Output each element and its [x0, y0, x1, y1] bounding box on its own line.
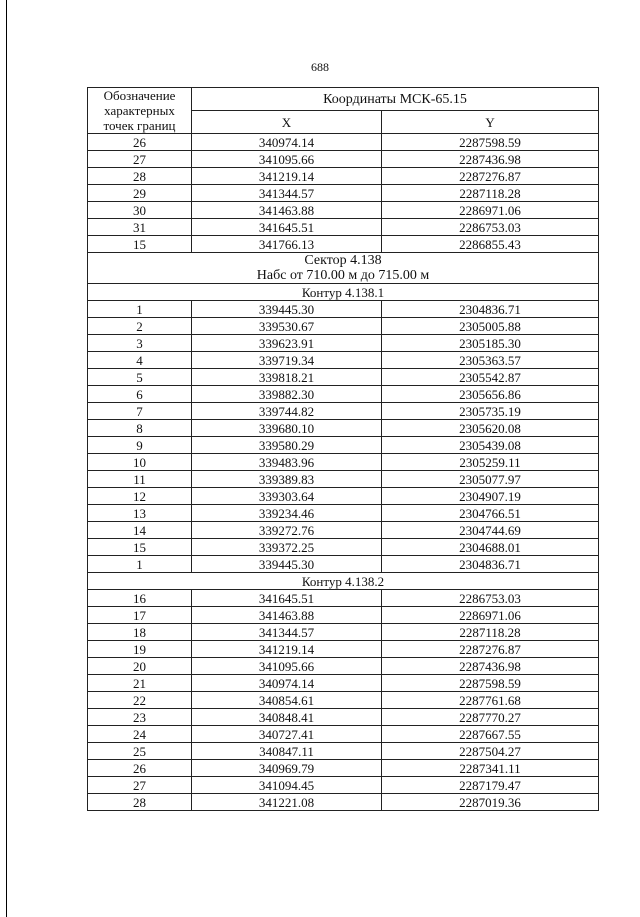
y-coordinate: 2287436.98	[382, 151, 599, 168]
y-column-header: Y	[382, 111, 599, 134]
y-coordinate: 2305077.97	[382, 471, 599, 488]
header-line: Обозначение	[103, 88, 176, 103]
point-number: 16	[88, 590, 192, 607]
point-number: 29	[88, 185, 192, 202]
point-number: 7	[88, 403, 192, 420]
y-coordinate: 2286855.43	[382, 236, 599, 253]
point-number: 14	[88, 522, 192, 539]
x-coordinate: 339744.82	[192, 403, 382, 420]
coordinates-table	[87, 87, 599, 811]
sector-header	[88, 253, 599, 284]
x-coordinate: 339818.21	[192, 369, 382, 386]
table-row	[88, 352, 599, 369]
table-row	[88, 151, 599, 168]
table-row	[88, 318, 599, 335]
x-coordinate: 341095.66	[192, 151, 382, 168]
point-number: 23	[88, 709, 192, 726]
point-number: 30	[88, 202, 192, 219]
x-coordinate: 341219.14	[192, 641, 382, 658]
point-number: 26	[88, 134, 192, 151]
y-coordinate: 2287436.98	[382, 658, 599, 675]
y-coordinate: 2304744.69	[382, 522, 599, 539]
y-coordinate: 2286971.06	[382, 607, 599, 624]
point-number: 15	[88, 539, 192, 556]
y-coordinate: 2287770.27	[382, 709, 599, 726]
x-coordinate: 340727.41	[192, 726, 382, 743]
table-row	[88, 556, 599, 573]
y-coordinate: 2287504.27	[382, 743, 599, 760]
x-coordinate: 340854.61	[192, 692, 382, 709]
table-row	[88, 641, 599, 658]
contour-2-rows	[88, 590, 599, 811]
point-number: 11	[88, 471, 192, 488]
y-coordinate: 2304836.71	[382, 301, 599, 318]
table-row	[88, 539, 599, 556]
y-coordinate: 2305439.08	[382, 437, 599, 454]
header-line: точек границ	[103, 118, 176, 133]
x-coordinate: 340969.79	[192, 760, 382, 777]
table-row	[88, 488, 599, 505]
point-number: 12	[88, 488, 192, 505]
point-number: 5	[88, 369, 192, 386]
point-number: 25	[88, 743, 192, 760]
y-coordinate: 2305185.30	[382, 335, 599, 352]
y-coordinate: 2305542.87	[382, 369, 599, 386]
x-coordinate: 341645.51	[192, 219, 382, 236]
table-row	[88, 403, 599, 420]
y-coordinate: 2287276.87	[382, 168, 599, 185]
point-number: 2	[88, 318, 192, 335]
point-number: 10	[88, 454, 192, 471]
table-row	[88, 607, 599, 624]
x-coordinate: 339272.76	[192, 522, 382, 539]
point-number: 26	[88, 760, 192, 777]
table-row	[88, 219, 599, 236]
table-row	[88, 168, 599, 185]
table-row	[88, 236, 599, 253]
table-row	[88, 437, 599, 454]
table-row	[88, 675, 599, 692]
point-number: 27	[88, 777, 192, 794]
x-coordinate: 341095.66	[192, 658, 382, 675]
table-row	[88, 335, 599, 352]
table-row	[88, 743, 599, 760]
point-number: 19	[88, 641, 192, 658]
y-coordinate: 2305005.88	[382, 318, 599, 335]
point-number: 17	[88, 607, 192, 624]
y-coordinate: 2305363.57	[382, 352, 599, 369]
contour-1-rows	[88, 301, 599, 573]
point-number: 3	[88, 335, 192, 352]
y-coordinate: 2287761.68	[382, 692, 599, 709]
x-coordinate: 339483.96	[192, 454, 382, 471]
table-row	[88, 420, 599, 437]
table-row	[88, 658, 599, 675]
x-coordinate: 341766.13	[192, 236, 382, 253]
y-coordinate: 2304907.19	[382, 488, 599, 505]
x-coordinate: 339303.64	[192, 488, 382, 505]
table-row	[88, 505, 599, 522]
x-coordinate: 339680.10	[192, 420, 382, 437]
table-row	[88, 692, 599, 709]
contour-title: Контур 4.138.1	[88, 284, 599, 301]
x-coordinate: 341645.51	[192, 590, 382, 607]
x-coordinate: 341344.57	[192, 185, 382, 202]
x-coordinate: 339530.67	[192, 318, 382, 335]
table-row	[88, 386, 599, 403]
y-coordinate: 2286753.03	[382, 219, 599, 236]
x-coordinate: 341219.14	[192, 168, 382, 185]
x-coordinate: 341463.88	[192, 202, 382, 219]
point-number: 22	[88, 692, 192, 709]
y-coordinate: 2305735.19	[382, 403, 599, 420]
table-row	[88, 134, 599, 151]
y-coordinate: 2304688.01	[382, 539, 599, 556]
y-coordinate: 2305259.11	[382, 454, 599, 471]
page-number: 688	[311, 60, 329, 74]
y-coordinate: 2286753.03	[382, 590, 599, 607]
y-coordinate: 2287118.28	[382, 624, 599, 641]
y-coordinate: 2287598.59	[382, 134, 599, 151]
y-coordinate: 2305620.08	[382, 420, 599, 437]
y-coordinate: 2287667.55	[382, 726, 599, 743]
x-coordinate: 339580.29	[192, 437, 382, 454]
sector-title: Сектор 4.138	[304, 253, 382, 268]
x-coordinate: 341094.45	[192, 777, 382, 794]
table-row	[88, 301, 599, 318]
y-coordinate: 2287179.47	[382, 777, 599, 794]
point-number: 1	[88, 301, 192, 318]
point-number: 24	[88, 726, 192, 743]
x-coordinate: 339623.91	[192, 335, 382, 352]
x-coordinate: 339234.46	[192, 505, 382, 522]
x-coordinate: 340974.14	[192, 675, 382, 692]
point-number: 15	[88, 236, 192, 253]
x-coordinate: 339372.25	[192, 539, 382, 556]
x-coordinate: 341221.08	[192, 794, 382, 811]
sector-height-range: Набс от 710.00 м до 715.00 м	[256, 268, 430, 283]
y-coordinate: 2304836.71	[382, 556, 599, 573]
table-row	[88, 202, 599, 219]
x-coordinate: 339389.83	[192, 471, 382, 488]
table-row	[88, 760, 599, 777]
table-row	[88, 726, 599, 743]
x-coordinate: 339882.30	[192, 386, 382, 403]
point-number: 8	[88, 420, 192, 437]
point-number: 31	[88, 219, 192, 236]
y-coordinate: 2305656.86	[382, 386, 599, 403]
x-coordinate: 339445.30	[192, 301, 382, 318]
x-coordinate: 341463.88	[192, 607, 382, 624]
y-coordinate: 2287598.59	[382, 675, 599, 692]
table-row	[88, 624, 599, 641]
point-number: 18	[88, 624, 192, 641]
point-number: 28	[88, 168, 192, 185]
x-coordinate: 340847.11	[192, 743, 382, 760]
x-coordinate: 340848.41	[192, 709, 382, 726]
table-row	[88, 590, 599, 607]
contour-title: Контур 4.138.2	[88, 573, 599, 590]
table-row	[88, 185, 599, 202]
table-row	[88, 369, 599, 386]
table-row	[88, 454, 599, 471]
x-coordinate: 339445.30	[192, 556, 382, 573]
table-row	[88, 794, 599, 811]
point-number: 4	[88, 352, 192, 369]
y-coordinate: 2286971.06	[382, 202, 599, 219]
point-number: 1	[88, 556, 192, 573]
table-row	[88, 777, 599, 794]
top-rows	[88, 134, 599, 253]
x-column-header: X	[192, 111, 382, 134]
coords-system-header: Координаты МСК-65.15	[192, 88, 599, 111]
y-coordinate: 2287276.87	[382, 641, 599, 658]
point-number: 27	[88, 151, 192, 168]
table-row	[88, 471, 599, 488]
point-label-header	[88, 88, 192, 134]
scan-edge-line	[6, 0, 7, 917]
table-row	[88, 709, 599, 726]
point-number: 9	[88, 437, 192, 454]
x-coordinate: 339719.34	[192, 352, 382, 369]
y-coordinate: 2287019.36	[382, 794, 599, 811]
y-coordinate: 2304766.51	[382, 505, 599, 522]
x-coordinate: 340974.14	[192, 134, 382, 151]
point-number: 13	[88, 505, 192, 522]
point-number: 21	[88, 675, 192, 692]
y-coordinate: 2287118.28	[382, 185, 599, 202]
point-number: 28	[88, 794, 192, 811]
y-coordinate: 2287341.11	[382, 760, 599, 777]
point-number: 6	[88, 386, 192, 403]
point-number: 20	[88, 658, 192, 675]
table-row	[88, 522, 599, 539]
header-line: характерных	[104, 103, 175, 118]
x-coordinate: 341344.57	[192, 624, 382, 641]
